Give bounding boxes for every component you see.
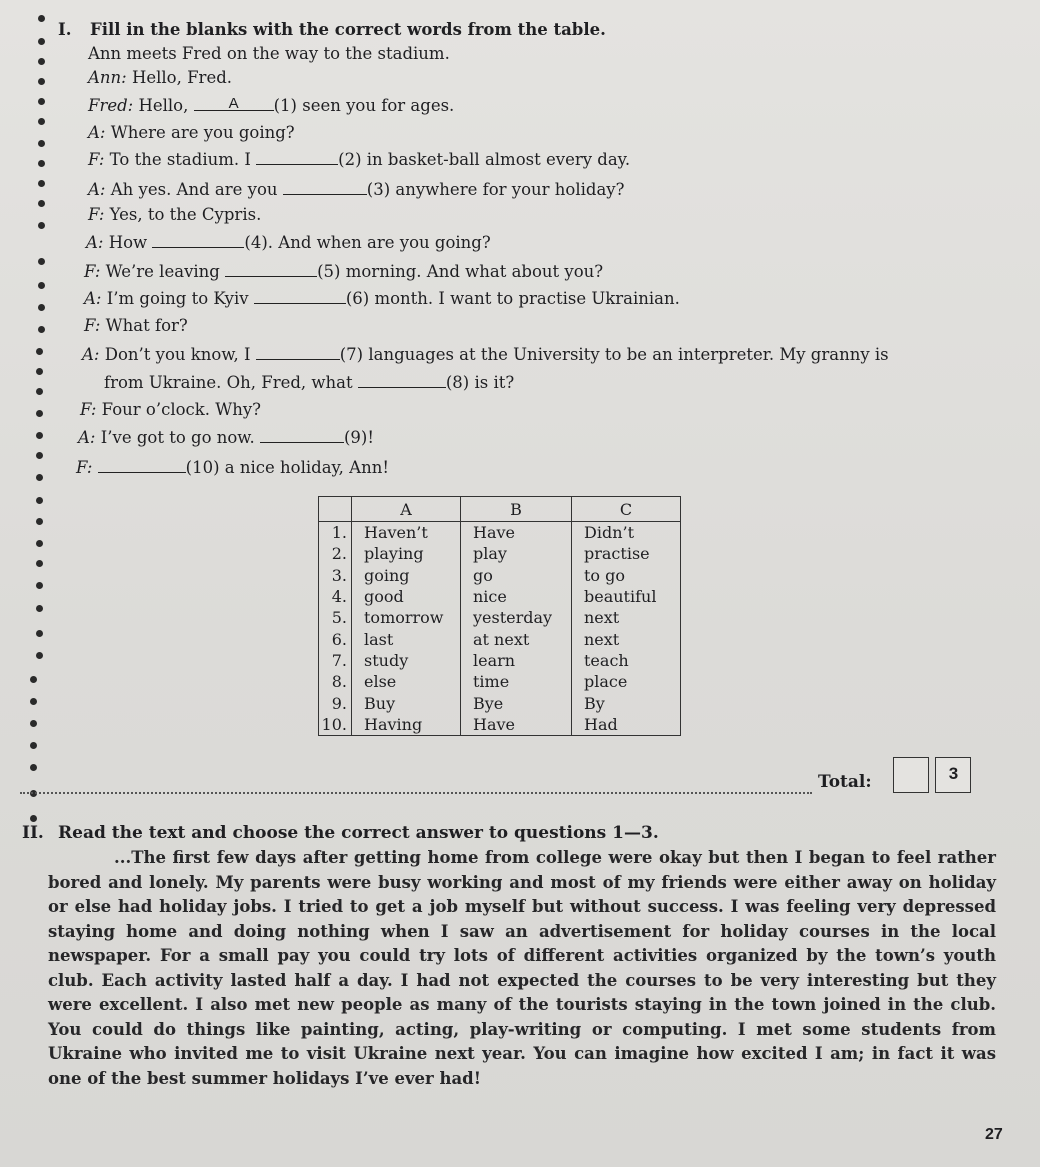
row-number: 7. [319, 650, 352, 671]
binding-hole [36, 388, 43, 395]
row-number: 9. [319, 692, 352, 713]
binding-hole [38, 160, 45, 167]
page-number: 27 [985, 1126, 1003, 1143]
table-header-row [319, 497, 681, 522]
option-c: to go [584, 565, 626, 585]
line-text-after: morning. And what about you? [340, 262, 604, 281]
row-number: 5. [319, 607, 352, 628]
word-choice-table [318, 496, 681, 736]
speaker-label: A: [84, 289, 102, 308]
option-a: Having [352, 714, 461, 736]
binding-hole [38, 98, 45, 105]
option-c: next [584, 608, 620, 628]
section-1-heading [58, 20, 606, 39]
dialogue-line [88, 123, 295, 142]
table-row [319, 543, 681, 564]
answer-value: A [228, 95, 239, 112]
binding-hole [36, 518, 43, 525]
line-text-after: a nice holiday, Ann! [219, 458, 389, 477]
answer-blank[interactable] [225, 262, 317, 277]
binding-hole [38, 258, 45, 265]
table-row [319, 650, 681, 671]
table-row [319, 522, 681, 544]
table-row [319, 671, 681, 692]
speaker-label: F: [80, 400, 97, 419]
speaker-label: Fred: [88, 96, 134, 115]
line-text: Ah yes. And are you [105, 180, 283, 199]
row-number: 4. [319, 586, 352, 607]
table-header-c: C [572, 497, 681, 522]
reading-passage-text: ...The first few days after getting home from college were okay but then I began to feel rather bored and lonely. My parents were busy working and most of my friends were either away on holiday or else had holiday jobs. I tried to get a job myself but without success. I was feeling very depressed staying home and doing nothing when I saw an advertisement for holiday courses in the local newspaper. For a small pay you could try lots of different activities organized by the town’s youth club. Each activity lasted half a day. I had not expected the courses to be very interesting but they were excellent. I also met new people as many of the tourists staying in the town joined in the club. You could do things like painting, acting, play-writing or computing. I met some students from Ukraine who invited me to visit Ukraine next year. You can imagine how excited I am; in fact it was one of the best summer holidays I’ve ever had! [48, 848, 996, 1088]
table-row [319, 628, 681, 649]
option-c: teach [584, 650, 629, 670]
option-b: Have [461, 522, 572, 544]
dialogue-line [84, 316, 188, 335]
binding-hole [38, 304, 45, 311]
blank-number: (3) [366, 180, 391, 199]
blank-number: (10) [185, 458, 220, 477]
answer-blank[interactable] [260, 428, 344, 443]
max-score-value: 3 [948, 764, 959, 783]
option-b: play [461, 543, 572, 564]
speaker-label: F: [84, 316, 101, 335]
line-text: To the stadium. I [104, 150, 257, 169]
option-b: Bye [461, 692, 572, 713]
binding-hole [36, 652, 43, 659]
dialogue-line [86, 233, 491, 252]
answer-blank[interactable] [254, 289, 346, 304]
table-row [319, 714, 681, 736]
binding-hole [38, 180, 45, 187]
blank-number: (5) [317, 262, 341, 281]
dialogue-line [88, 150, 630, 169]
dialogue-line [76, 458, 389, 477]
row-number: 10. [319, 714, 352, 736]
line-text-after: . And when are you going? [267, 233, 491, 252]
blank-number: (2) [338, 150, 362, 169]
line-text-after: month. I want to practise Ukrainian. [369, 289, 680, 308]
option-a: else [352, 671, 461, 692]
binding-hole [38, 140, 45, 147]
row-number: 2. [319, 543, 352, 564]
line-text-after: is it? [469, 373, 515, 392]
option-a: playing [352, 543, 461, 564]
answer-blank[interactable] [98, 458, 186, 473]
binding-hole [38, 200, 45, 207]
row-number: 6. [319, 628, 352, 649]
speaker-label: F: [84, 262, 101, 281]
binding-hole [38, 58, 45, 65]
score-box[interactable] [893, 757, 929, 793]
section-1-instruction: Fill in the blanks with the correct words from the table. [90, 20, 606, 39]
option-c: practise [584, 544, 650, 564]
line-text: We’re leaving [100, 262, 226, 281]
option-b: go [461, 565, 572, 586]
binding-hole [36, 432, 43, 439]
answer-blank[interactable] [194, 96, 274, 111]
answer-blank[interactable] [283, 180, 367, 195]
option-c: Didn’t [584, 523, 635, 543]
speaker-label: A: [88, 180, 106, 199]
blank-number: (6) [345, 289, 370, 308]
option-a: Buy [352, 692, 461, 713]
binding-hole [38, 15, 45, 22]
dialogue-line [88, 180, 624, 199]
binding-hole [38, 38, 45, 45]
option-a: last [352, 628, 461, 649]
binding-hole [36, 410, 43, 417]
option-c: place [584, 672, 628, 692]
option-a: good [352, 586, 461, 607]
speaker-label: A: [78, 428, 96, 447]
binding-hole [30, 676, 37, 683]
option-b: nice [461, 586, 572, 607]
line-text: Where are you going? [105, 123, 295, 142]
section-1-number: I. [58, 20, 72, 39]
option-c: By [584, 693, 605, 713]
binding-hole [38, 118, 45, 125]
dialogue-line [84, 262, 603, 281]
binding-hole [36, 582, 43, 589]
option-b: time [461, 671, 572, 692]
option-a: tomorrow [352, 607, 461, 628]
option-a: Haven’t [352, 522, 461, 544]
line-text-after: ! [367, 428, 374, 447]
row-number: 1. [319, 522, 352, 544]
section-2-heading [22, 823, 659, 843]
dialogue-line [88, 68, 232, 87]
option-c: Had [584, 714, 618, 734]
binding-hole [36, 540, 43, 547]
speaker-label: F: [88, 205, 105, 224]
binding-hole [38, 78, 45, 85]
binding-hole [36, 452, 43, 459]
reading-passage [48, 846, 996, 1091]
binding-hole [36, 348, 43, 355]
dotted-separator [20, 792, 812, 794]
dialogue-line [104, 373, 514, 392]
line-text: I’m going to Kyiv [101, 289, 254, 308]
line-text-after: languages at the University to be an interpreter. My granny is [363, 345, 889, 364]
section-2-instruction: Read the text and choose the correct answer to questions 1—3. [58, 823, 659, 843]
table-header-b: B [461, 497, 572, 522]
table-header-blank [319, 497, 352, 522]
dialogue-line [88, 96, 454, 115]
speaker-label: A: [88, 123, 106, 142]
table-row [319, 607, 681, 628]
line-text-after: in basket-ball almost every day. [361, 150, 631, 169]
blank-number: (4) [244, 233, 268, 252]
blank-number: (7) [339, 345, 364, 364]
line-text: Don’t you know, I [99, 345, 256, 364]
speaker-label: F: [88, 150, 105, 169]
binding-hole [30, 815, 37, 822]
answer-blank[interactable] [152, 233, 244, 248]
blank-number: (8) [445, 373, 470, 392]
dialogue-line [80, 400, 261, 419]
binding-hole [30, 764, 37, 771]
option-c: next [584, 629, 620, 649]
dialogue-line [88, 205, 261, 224]
speaker-label: A: [86, 233, 104, 252]
dialogue-intro: Ann meets Fred on the way to the stadium. [88, 44, 450, 63]
binding-hole [30, 742, 37, 749]
binding-hole [36, 605, 43, 612]
binding-hole [30, 698, 37, 705]
line-text: Four o’clock. Why? [96, 400, 262, 419]
speaker-label: A: [82, 345, 100, 364]
table-row [319, 692, 681, 713]
option-c: beautiful [584, 587, 657, 607]
option-b: Have [461, 714, 572, 736]
dialogue-line [82, 345, 889, 364]
binding-hole [38, 282, 45, 289]
binding-hole [36, 368, 43, 375]
binding-hole [38, 222, 45, 229]
binding-hole [38, 326, 45, 333]
line-text: from Ukraine. Oh, Fred, what [104, 373, 358, 392]
option-a: going [352, 565, 461, 586]
line-text: Hello, Fred. [126, 68, 233, 87]
option-b: at next [461, 628, 572, 649]
option-b: yesterday [461, 607, 572, 628]
speaker-label: Ann: [88, 68, 127, 87]
binding-hole [36, 497, 43, 504]
line-text: Hello, [133, 96, 194, 115]
line-text: What for? [100, 316, 188, 335]
option-a: study [352, 650, 461, 671]
row-number: 8. [319, 671, 352, 692]
table-header-a: A [352, 497, 461, 522]
line-text-after: anywhere for your holiday? [390, 180, 625, 199]
line-text: How [103, 233, 153, 252]
answer-blank[interactable] [358, 373, 446, 388]
section-2-number: II. [22, 823, 44, 843]
option-b: learn [461, 650, 572, 671]
total-label: Total: [818, 772, 872, 792]
line-text: I’ve got to go now. [95, 428, 260, 447]
blank-number: (9) [343, 428, 368, 447]
binding-hole [36, 560, 43, 567]
dialogue-line [84, 289, 680, 308]
dialogue-line [78, 428, 374, 447]
blank-number: (1) [273, 96, 297, 115]
line-text-after: seen you for ages. [297, 96, 455, 115]
row-number: 3. [319, 565, 352, 586]
speaker-label: F: [76, 458, 93, 477]
answer-blank[interactable] [256, 345, 340, 360]
line-text: Yes, to the Cypris. [104, 205, 262, 224]
binding-hole [36, 630, 43, 637]
table-row [319, 565, 681, 586]
table-row [319, 586, 681, 607]
answer-blank[interactable] [256, 150, 338, 165]
binding-hole [36, 474, 43, 481]
binding-hole [30, 720, 37, 727]
